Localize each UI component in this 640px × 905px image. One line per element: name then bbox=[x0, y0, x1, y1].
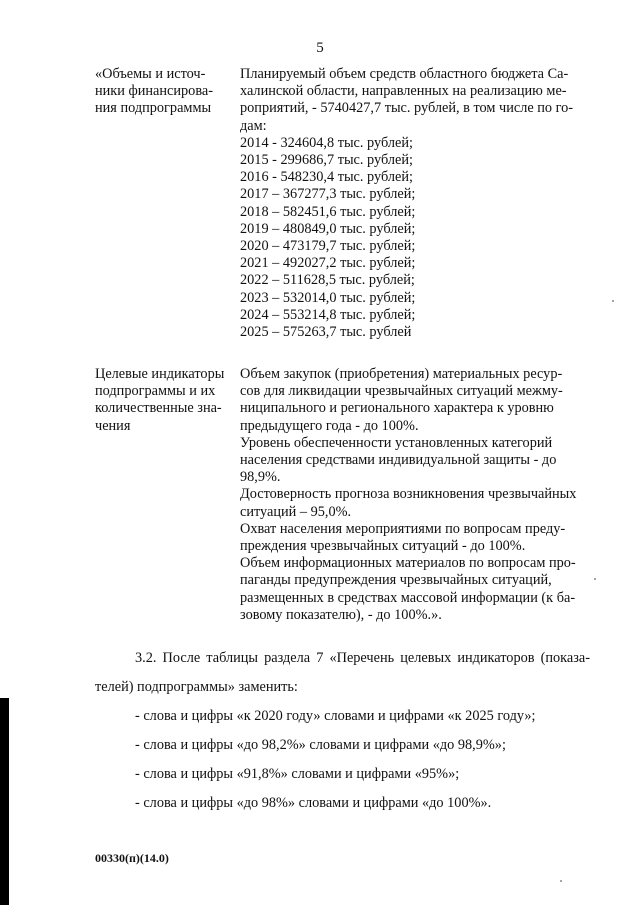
indicators-content bbox=[240, 366, 590, 624]
scan-border-artifact bbox=[0, 698, 9, 905]
funding-year-item: 2020 – 473179,7 тыс. рублей; bbox=[240, 238, 416, 255]
indicator-line: Охват населения мероприятиями по вопросам преду- bbox=[240, 520, 566, 537]
indicator-line: паганды предупреждения чрезвычайных ситуаций, bbox=[240, 572, 552, 589]
funding-year-item: 2025 – 575263,7 тыс. рублей bbox=[240, 324, 412, 341]
indicator-line: населения средствами индивидуальной защиты - до bbox=[240, 452, 557, 469]
scan-speck bbox=[612, 300, 614, 302]
indicator-paragraph bbox=[240, 486, 590, 520]
indicator-line: зовому показателю), - до 100%.». bbox=[240, 606, 442, 623]
scan-speck bbox=[560, 880, 562, 882]
funding-year-item: 2019 – 480849,0 тыс. рублей; bbox=[240, 220, 416, 237]
amendment-change-item: - слова и цифры «к 2020 году» словами и цифрами «к 2025 году»; bbox=[135, 708, 536, 724]
funding-year-item: 2018 – 582451,6 тыс. рублей; bbox=[240, 203, 416, 220]
indicators-label bbox=[95, 366, 235, 435]
funding-year-item: 2024 – 553214,8 тыс. рублей; bbox=[240, 306, 416, 323]
indicator-line: Объем информационных материалов по вопросам про- bbox=[240, 555, 576, 572]
funding-year-item: 2022 – 511628,5 тыс. рублей; bbox=[240, 272, 415, 289]
funding-intro-line: дам: bbox=[240, 117, 267, 134]
indicator-paragraph bbox=[240, 521, 590, 555]
funding-label bbox=[95, 66, 235, 118]
page-number: 5 bbox=[316, 40, 324, 56]
indicator-line: Объем закупок (приобретения) материальных ресур- bbox=[240, 366, 563, 382]
indicators-label-line: чения bbox=[95, 417, 131, 434]
funding-year-item: 2016 - 548230,4 тыс. рублей; bbox=[240, 169, 413, 186]
amendment-change-item: - слова и цифры «до 98%» словами и цифрами «до 100%». bbox=[135, 795, 492, 811]
indicator-line: преждения чрезвычайных ситуаций - до 100%. bbox=[240, 538, 526, 555]
amendment-change-item: - слова и цифры «до 98,2%» словами и цифрами «до 98,9%»; bbox=[135, 737, 506, 753]
indicators-label-line: подпрограммы и их bbox=[95, 383, 216, 400]
funding-year-item: 2015 - 299686,7 тыс. рублей; bbox=[240, 152, 413, 169]
scan-speck bbox=[594, 578, 596, 580]
indicator-line: ситуаций – 95,0%. bbox=[240, 503, 352, 520]
amendment-intro: 3.2. После таблицы раздела 7 «Перечень целевых индикаторов (показа-телей) подпрограммы» заменить: bbox=[95, 650, 590, 695]
amendment-change-item: - слова и цифры «91,8%» словами и цифрами «95%»; bbox=[135, 766, 460, 782]
indicator-line: ниципального и регионального характера к уровню bbox=[240, 400, 554, 417]
funding-label-line: ния подпрограммы bbox=[95, 100, 212, 117]
indicators-label-line: количественные зна- bbox=[95, 400, 222, 417]
funding-intro-line: роприятий, - 5740427,7 тыс. рублей, в том числе по го- bbox=[240, 100, 574, 117]
amendment-section bbox=[95, 644, 590, 818]
funding-label-line: ники финансирова- bbox=[95, 83, 213, 100]
indicator-paragraph bbox=[240, 366, 590, 435]
funding-content bbox=[240, 66, 590, 341]
funding-year-item: 2021 – 492027,2 тыс. рублей; bbox=[240, 255, 416, 272]
indicators-label-line: Целевые индикаторы bbox=[95, 366, 225, 382]
document-code: 00330(п)(14.0) bbox=[95, 851, 169, 865]
indicator-line: предыдущего года - до 100%. bbox=[240, 417, 419, 434]
indicator-paragraph bbox=[240, 555, 590, 624]
funding-intro-line: Планируемый объем средств областного бюджета Са- bbox=[240, 66, 569, 82]
funding-year-item: 2014 - 324604,8 тыс. рублей; bbox=[240, 134, 413, 151]
indicator-line: сов для ликвидации чрезвычайных ситуаций межму- bbox=[240, 383, 563, 400]
indicator-paragraph bbox=[240, 435, 590, 487]
indicator-line: Уровень обеспеченности установленных категорий bbox=[240, 434, 553, 451]
funding-intro-line: халинской области, направленных на реализацию ме- bbox=[240, 83, 567, 100]
funding-year-item: 2023 – 532014,0 тыс. рублей; bbox=[240, 289, 416, 306]
indicator-line: Достоверность прогноза возникновения чрезвычайных bbox=[240, 486, 577, 503]
indicator-line: размещенных в средствах массовой информации (к ба- bbox=[240, 589, 576, 606]
funding-label-line: «Объемы и источ- bbox=[95, 66, 206, 82]
indicator-line: 98,9%. bbox=[240, 469, 281, 486]
funding-year-item: 2017 – 367277,3 тыс. рублей; bbox=[240, 186, 416, 203]
